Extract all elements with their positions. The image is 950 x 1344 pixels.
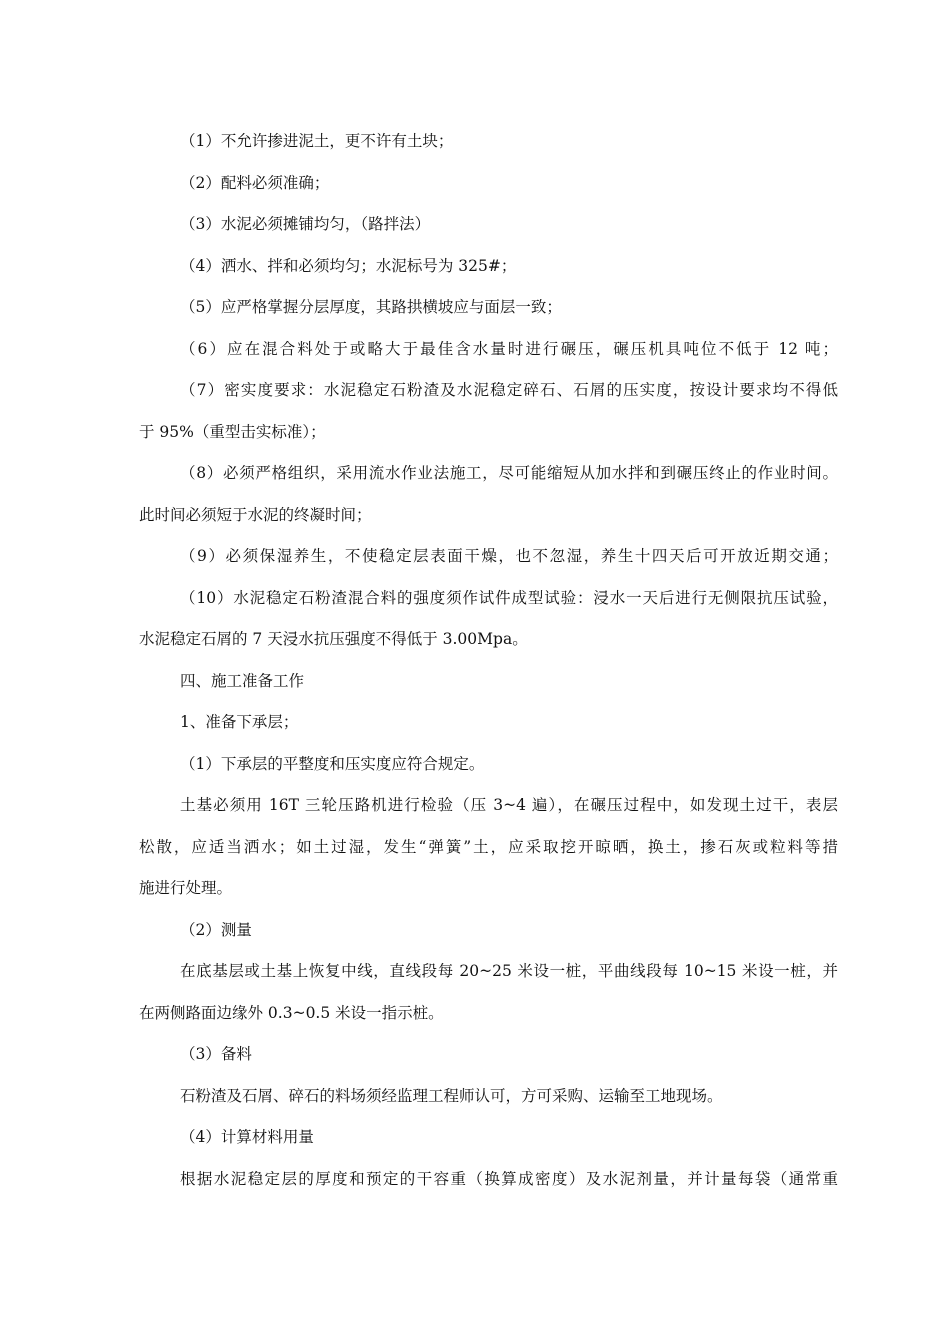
paragraph-line: 在底基层或土基上恢复中线，直线段每 20~25 米设一桩，平曲线段每 10~15 米设一桩，并 — [180, 962, 838, 980]
paragraph-line: 松散，应适当洒水；如土过湿，发生“弹簧”土，应采取挖开晾晒，换土，掺石灰或粒料等措 — [139, 838, 838, 856]
subsection-heading: 1、准备下承层； — [180, 713, 299, 731]
paragraph-line: 此时间必须短于水泥的终凝时间； — [139, 506, 372, 524]
paragraph-line: 于 95%（重型击实标准）； — [139, 423, 326, 441]
paragraph-line: （9）必须保湿养生，不使稳定层表面干燥，也不忽湿，养生十四天后可开放近期交通； — [180, 547, 838, 565]
subsection-heading: （2）测量 — [180, 921, 252, 939]
subsection-heading: （4）计算材料用量 — [180, 1128, 314, 1146]
paragraph-line: 石粉渣及石屑、碎石的料场须经监理工程师认可，方可采购、运输至工地现场。 — [180, 1087, 723, 1105]
paragraph-line: （7）密实度要求：水泥稳定石粉渣及水泥稳定碎石、石屑的压实度，按设计要求均不得低 — [180, 381, 838, 399]
paragraph-line: （6）应在混合料处于或略大于最佳含水量时进行碾压，碾压机具吨位不低于 12 吨； — [180, 340, 838, 358]
paragraph-line: 在两侧路面边缘外 0.3~0.5 米设一指示桩。 — [139, 1004, 444, 1022]
paragraph-line: 施进行处理。 — [139, 879, 233, 897]
paragraph-line: （5）应严格掌握分层厚度，其路拱横坡应与面层一致； — [180, 298, 562, 316]
section-heading: 四、施工准备工作 — [180, 672, 305, 690]
paragraph-line: （3）水泥必须摊铺均匀，（路拌法） — [180, 215, 431, 233]
paragraph-line: 根据水泥稳定层的厚度和预定的干容重（换算成密度）及水泥剂量，并计量每袋（通常重 — [180, 1170, 838, 1188]
paragraph-line: 土基必须用 16T 三轮压路机进行检验（压 3~4 遍），在碾压过程中，如发现土过干，表层 — [180, 796, 838, 814]
paragraph-line: （1）不允许掺进泥土，更不许有土块； — [180, 132, 454, 150]
paragraph-line: 水泥稳定石屑的 7 天浸水抗压强度不得低于 3.00Mpa。 — [139, 630, 528, 648]
paragraph-line: （10）水泥稳定石粉渣混合料的强度须作试件成型试验：浸水一天后进行无侧限抗压试验， — [180, 589, 838, 607]
paragraph-line: （2）配料必须准确； — [180, 174, 330, 192]
paragraph-line: （8）必须严格组织，采用流水作业法施工，尽可能缩短从加水拌和到碾压终止的作业时间。 — [180, 464, 838, 482]
paragraph-line: （1）下承层的平整度和压实度应符合规定。 — [180, 755, 485, 773]
paragraph-line: （4）洒水、拌和必须均匀；水泥标号为 325#； — [180, 257, 517, 275]
subsection-heading: （3）备料 — [180, 1045, 252, 1063]
